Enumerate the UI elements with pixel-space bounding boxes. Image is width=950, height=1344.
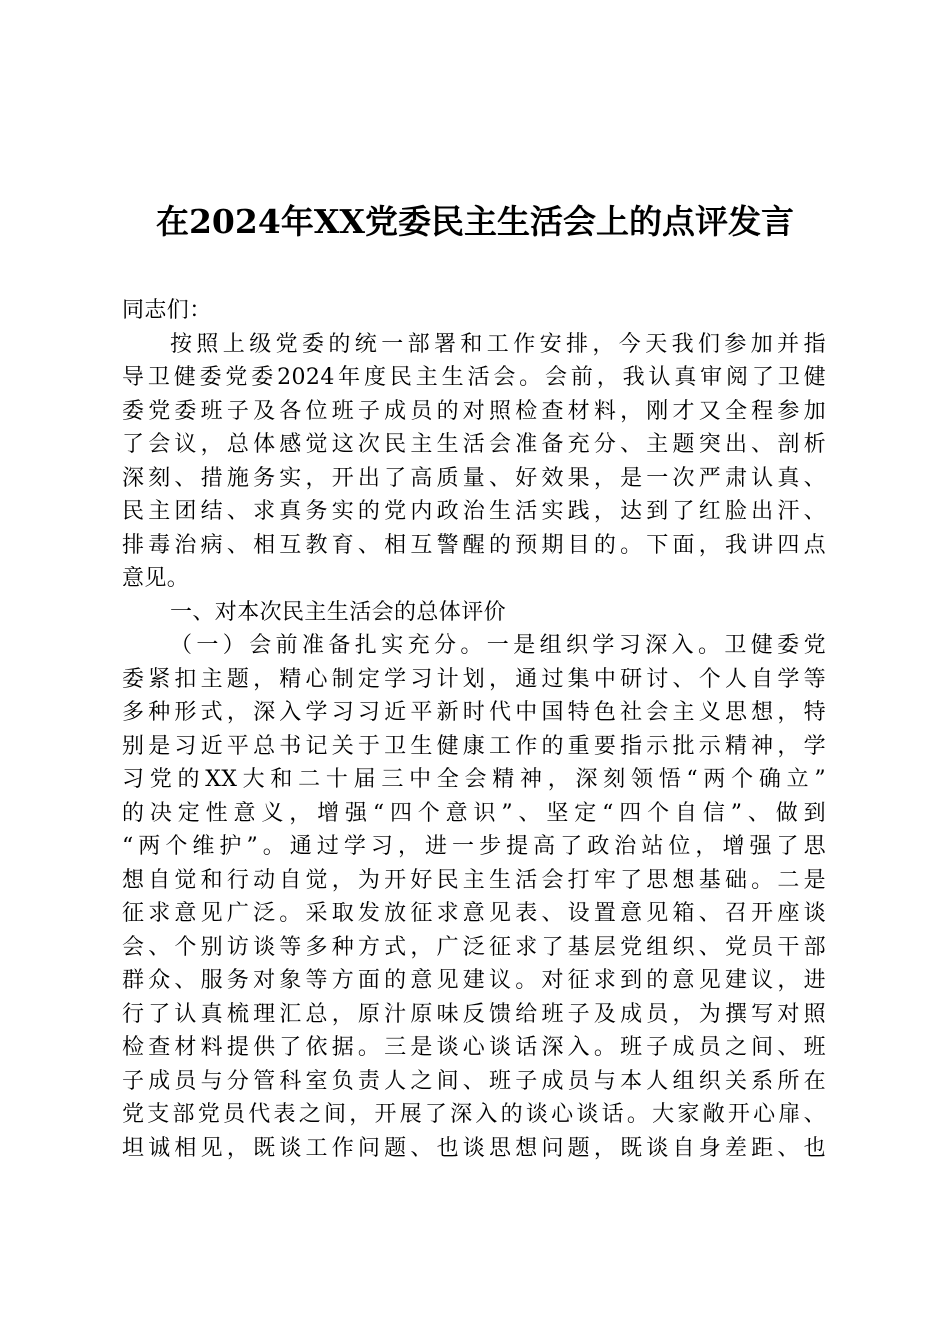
paragraph-line: 检查材料提供了依据。三是谈心谈话深入。班子成员之间、班 xyxy=(122,1035,826,1060)
paragraph-line: 多种形式，深入学习习近平新时代中国特色社会主义思想，特 xyxy=(122,700,826,725)
paragraph-line: （一）会前准备扎实充分。一是组织学习深入。卫健委党 xyxy=(170,633,826,658)
section-heading: 一、对本次民主生活会的总体评价 xyxy=(170,599,507,625)
paragraph-line: 党支部党员代表之间，开展了深入的谈心谈话。大家敞开心扉、 xyxy=(122,1102,826,1127)
paragraph-line: 同志们： xyxy=(122,298,212,323)
document-title: 在2024年XX党委民主生活会上的点评发言 xyxy=(155,202,795,241)
paragraph-line: “两个维护”。通过学习，进一步提高了政治站位，增强了思 xyxy=(122,834,826,859)
paragraph-line: 深刻、措施务实，开出了高质量、好效果，是一次严肃认真、 xyxy=(122,465,826,491)
paragraph-line: 行了认真梳理汇总，原汁原味反馈给班子及成员，为撰写对照 xyxy=(122,1001,826,1027)
paragraph-line: 想自觉和行动自觉，为开好民主生活会打牢了思想基础。二是 xyxy=(122,867,826,893)
paragraph-line: 导卫健委党委2024年度民主生活会。会前，我认真审阅了卫健 xyxy=(122,365,826,390)
paragraph-line: 别是习近平总书记关于卫生健康工作的重要指示批示精神，学 xyxy=(122,733,826,759)
paragraph-line: 按照上级党委的统一部署和工作安排，今天我们参加并指 xyxy=(170,331,826,357)
document-body xyxy=(122,294,826,1165)
paragraph-line: 民主团结、求真务实的党内政治生活实践，达到了红脸出汗、 xyxy=(122,499,826,524)
paragraph-line: 子成员与分管科室负责人之间、班子成员与本人组织关系所在 xyxy=(122,1068,826,1094)
paragraph-line: 群众、服务对象等方面的意见建议。对征求到的意见建议，进 xyxy=(122,968,826,993)
paragraph-line: 会、个别访谈等多种方式，广泛征求了基层党组织、党员干部 xyxy=(122,934,826,960)
paragraph-line: 意见。 xyxy=(122,566,190,591)
paragraph-line: 委党委班子及各位班子成员的对照检查材料，刚才又全程参加 xyxy=(122,398,826,424)
paragraph-line: 征求意见广泛。采取发放征求意见表、设置意见箱、召开座谈 xyxy=(122,901,826,926)
paragraph-line: 委紧扣主题，精心制定学习计划，通过集中研讨、个人自学等 xyxy=(122,666,826,692)
paragraph-line: 坦诚相见，既谈工作问题、也谈思想问题，既谈自身差距、也 xyxy=(122,1135,826,1161)
paragraph-line: 排毒治病、相互教育、相互警醒的预期目的。下面，我讲四点 xyxy=(122,532,826,558)
paragraph-line: 了会议，总体感觉这次民主生活会准备充分、主题突出、剖析 xyxy=(122,432,826,457)
paragraph-line: 的决定性意义，增强“四个意识”、坚定“四个自信”、做到 xyxy=(122,800,826,826)
paragraph-line: 习党的XX大和二十届三中全会精神，深刻领悟“两个确立” xyxy=(122,767,826,792)
